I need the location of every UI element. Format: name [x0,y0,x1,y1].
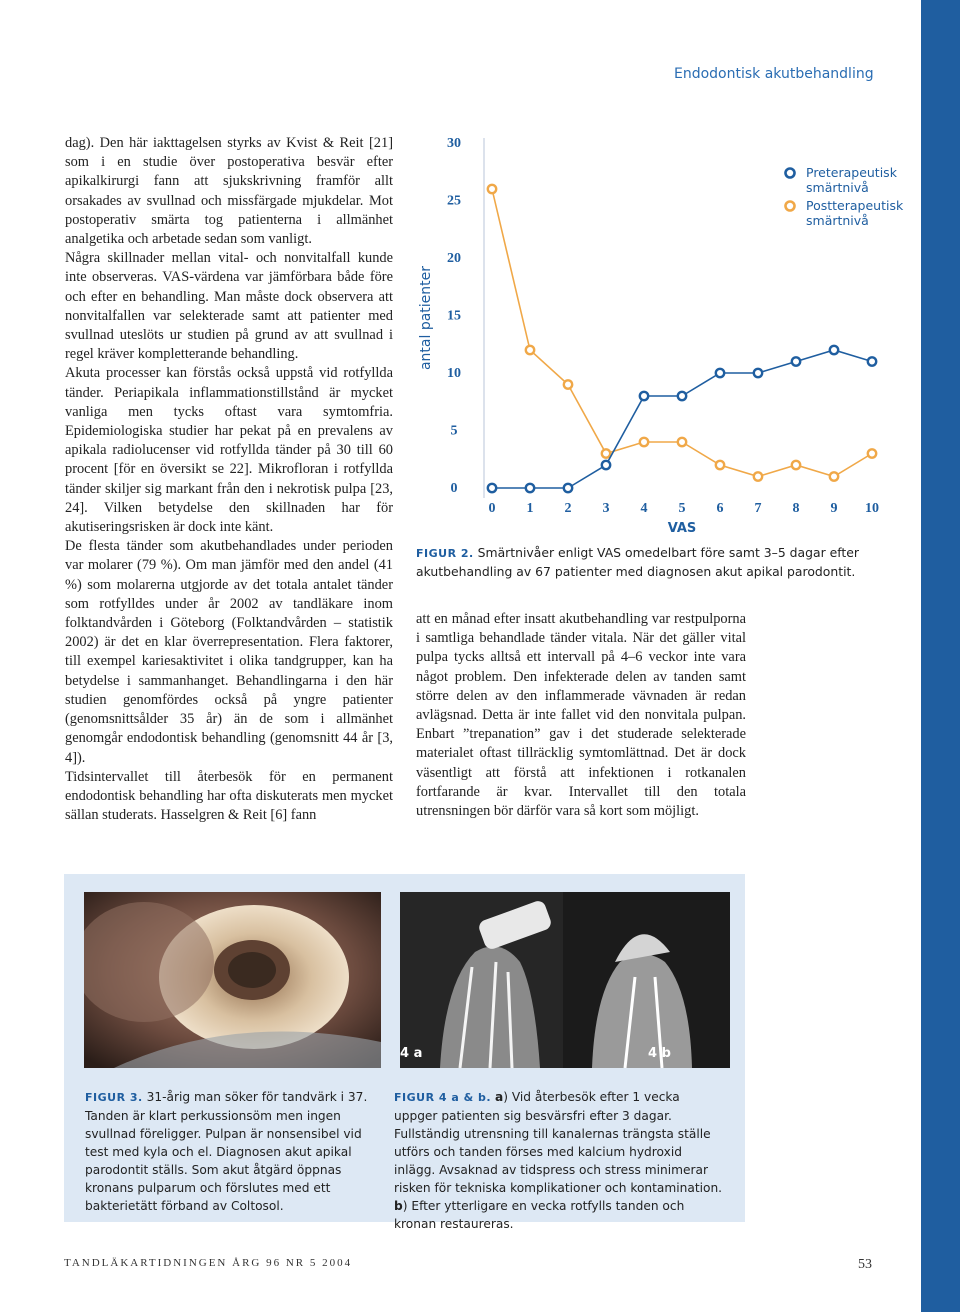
data-point [754,472,762,480]
paragraph: Några skillnader mellan vital- och nonvitalfall kunde inte observeras. VAS-värdena var jämförbara både före och efter en behandling. Man måste dock observera att nonvitalfallen var selekterade samt att patienter med svullnad uteslöts ur studien på grund av att svullnad i regel kräver kompletterande behandling. [65,250,393,363]
photo-4b-label: 4 b [648,1046,671,1061]
data-point [488,484,496,492]
data-point [868,357,876,365]
paragraph: att en månad efter insatt akutbehandling var restpulporna i samtliga behandlade tänder vitala. När det gäller vital pulpa tycks alltså ett intervall på 4–6 veckor inte vara något problem. Den infekterade delen av tanden samt större delen av den inflammerade vävnaden är redan avlägsnad. Detta är inte fallet vid den nonvitala pulpan. Enbart ”trepanation” gav i det studerade selekterade materialet oftast tillräcklig symtomlättnad. Det är dock väsentligt att förstå att infektionen i rotkanalen fortfarande är kvar. Intervallet till den totala utrensningen bör därför vara så kort som möjligt. [416,611,746,820]
data-point [716,369,724,377]
data-point [830,346,838,354]
y-tick-label: 10 [447,366,461,381]
paragraph: Akuta processer kan förstås också uppstå vid rotfyllda tänder. Periapikala inflammationstillstånd är mycket vanliga men tycks oftast vara symtomfria. Epidemiologiska studier har pekat på en prevalens av apikala radiolucenser vid rotfyllda tänder på 30 till 60 procent [för en översikt se 22]. Mikrofloran i rotfyllda tänder skiljer sig markant från den i nekrotisk pulpa [23, 24]. Vilken betydelse den skillnaden har för akutiseringsrisken är dock inte känt. [65,365,393,536]
figure-4-text-a: ) Vid återbesök efter 1 vecka uppger patienten sig besvärsfri efter 3 dagar. Fullständig utrensning till kanalernas trängsta ställe utförs och tanden förses med kalcium hydroxid inlägg. Avsaknad av tidspress och stress minimerar risken för tekniska komplikationer och kontamination. [394,1090,723,1195]
x-tick-label: 7 [754,501,762,516]
paragraph: Tidsintervallet till återbesök för en permanent endodontisk behandling har ofta diskuterats men mycket sällan studerats. Hasselgren & Reit [6] fann [65,768,393,824]
legend-label: smärtnivå [806,180,869,195]
x-tick-label: 5 [678,501,686,516]
x-axis-label: VAS [667,521,697,536]
series-line [492,189,872,477]
data-point [830,472,838,480]
x-tick-label: 4 [640,501,648,516]
xray-photos [400,892,730,1068]
data-point [488,185,496,193]
section-header: Endodontisk akutbehandling [674,66,874,82]
y-tick-label: 5 [450,423,458,439]
y-tick-label: 15 [447,308,461,324]
data-point [564,484,572,492]
y-tick-label: 30 [447,136,461,151]
legend-marker [786,202,795,211]
figure-3-caption [85,1088,385,1215]
x-tick-label: 8 [792,501,800,516]
x-tick-label: 6 [716,501,724,516]
data-point [526,346,534,354]
data-point [792,357,800,365]
figure-4-part-a: a [494,1090,504,1104]
x-tick-label: 2 [564,501,572,516]
y-tick-label: 25 [447,193,461,209]
body-column-right [416,610,746,821]
legend-label: Preterapeutisk [806,165,897,180]
paragraph: De flesta tänder som akutbehandlades under perioden var molarer (79 %). Om man jämför med den andel (41 %) som molarerna utgjorde av det totala antalet tänder som rotfylldes under år 2002 av tandläkare inom folktandvården i Göteborg (Folktandvården – statistik 2002) är det en klar överrepresentation. Flera faktorer, till exempel kariesaktivitet i olika tandgrupper, kan ha betydelse i sammanhanget. Behandlingarna i den här studien genomfördes också på yngre patienter (genomsnittsålder 35 år) än de som i allmänhet genomgår endodontisk behandling (genomsnitt 44 år [3, 4]). [65,538,393,766]
figure-3-text: 31-årig man söker för tandvärk i 37. Tanden är klart perkussionsöm men ingen svullnad föreligger. Pulpan är nonsensibel vid test med kyla och el. Diagnosen akut apikal parodontit ställs. Som akut åtgärd öppnas kronans pulparum och förslutes med ett bakterietätt förband av Coltosol. [85,1090,368,1213]
data-point [754,369,762,377]
data-point [678,392,686,400]
paragraph: dag). Den här iakttagelsen styrks av Kvist & Reit [21] som i en studie över postoperativa besvär efter apikalkirurgi fann att sjukskrivning framför allt orsakades av svullnad och missfärgade mjukdelar. Mot postoperativ smärta tog patienterna i allmänhet analgetika och arbetade sedan som vanligt. [65,135,393,248]
data-point [640,392,648,400]
vas-line-chart [412,128,912,538]
data-point [602,449,610,457]
journal-footer: TANDLÄKARTIDNINGEN ÅRG 96 NR 5 2004 [64,1257,353,1269]
data-point [602,461,610,469]
page-number: 53 [858,1257,872,1272]
data-point [678,438,686,446]
y-axis-label: antal patienter [418,265,434,371]
tooth-clinical-photo [84,892,381,1068]
x-tick-label: 9 [830,501,838,516]
legend-label: smärtnivå [806,213,869,228]
figure-4-text-b: ) Efter ytterligare en vecka rotfylls tanden och kronan restaureras. [394,1199,685,1231]
data-point [716,461,724,469]
x-tick-label: 10 [865,501,879,516]
x-tick-label: 3 [602,501,610,516]
figure-4-label: FIGUR 4 a & b. [394,1091,492,1104]
y-tick-label: 20 [447,251,461,266]
data-point [868,449,876,457]
figure-2-label: FIGUR 2. [416,547,474,560]
series-line [492,350,872,488]
body-column-left [65,134,393,825]
figure-2-caption [416,544,896,581]
photo-4a-label: 4 a [400,1046,423,1061]
data-point [640,438,648,446]
data-point [564,380,572,388]
x-tick-label: 0 [488,501,496,516]
figure-4-caption [394,1088,724,1233]
legend-marker [786,169,795,178]
x-tick-label: 1 [526,501,534,516]
legend-label: Postterapeutisk [806,198,904,213]
right-sidebar-bar [921,0,960,1312]
data-point [792,461,800,469]
figure-4-part-b: b [394,1199,403,1213]
figure-2-text: Smärtnivåer enligt VAS omedelbart före samt 3–5 dagar efter akutbehandling av 67 patienter med diagnosen akut apikal parodontit. [416,545,859,579]
figure-3-label: FIGUR 3. [85,1091,143,1104]
y-tick-label: 0 [450,481,458,496]
data-point [526,484,534,492]
